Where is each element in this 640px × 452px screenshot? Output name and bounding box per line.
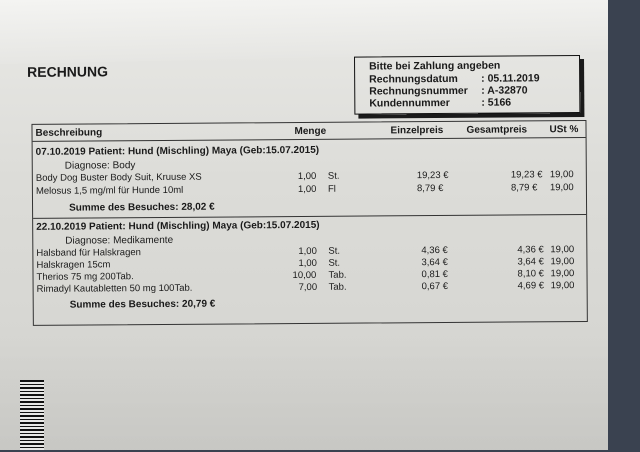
item-description: Halsband für Halskragen [36,247,141,259]
col-vat: USt % [549,124,579,136]
col-quantity: Menge [294,125,327,138]
invoice-number-label: Rechnungsnummer [369,84,468,98]
item-qty: 7,00 [298,281,318,294]
item-qty: 10,00 [292,269,317,282]
visit-sum: Summe des Besuches: 20,79 € [69,298,216,311]
barcode [20,380,44,450]
item-unit: St. [327,170,340,182]
item-unit: Tab. [328,269,347,281]
item-description: Therios 75 mg 200Tab. [36,271,134,283]
table-row [33,182,586,198]
item-unit-price: 3,64 € [421,256,448,269]
invoice-table [31,120,587,326]
payment-info-heading: Bitte bei Zahlung angeben [369,59,501,73]
item-description: Melosus 1,5 mg/ml für Hunde 10ml [35,184,184,197]
item-total: 4,69 € [517,280,545,292]
diagnosis: Diagnose: Medikamente [65,234,174,247]
item-unit: Tab. [328,281,347,293]
customer-number-row [369,97,511,110]
item-qty: 1,00 [297,183,317,196]
customer-number-label: Kundennummer [369,96,450,110]
item-qty: 1,00 [298,245,317,258]
item-total: 4,36 € [517,244,544,256]
item-total: 8,79 € [510,182,538,194]
patient-line: 22.10.2019 Patient: Hund (Mischling) Maya (Geb:15.07.2015) [36,219,320,233]
item-qty: 1,00 [297,170,317,183]
invoice-date-label: Rechnungsdatum [369,72,458,86]
col-description: Beschreibung [35,127,103,139]
item-unit-price: 0,67 € [421,280,449,293]
col-total-price: Gesamtpreis [466,124,528,136]
invoice-title: RECHNUNG [27,63,109,80]
item-unit: St. [328,245,341,257]
item-vat: 19,00 [550,256,575,268]
item-description: Halskragen 15cm [36,259,111,271]
invoice-date-value: : 05.11.2019 [481,72,540,85]
item-unit: Fl [327,183,336,195]
visit-sum: Summe des Besuches: 28,02 € [69,201,215,214]
item-unit-price: 4,36 € [421,244,448,257]
item-vat: 19,00 [550,244,575,256]
item-unit-price: 19,23 € [416,169,449,182]
item-total: 19,23 € [510,169,543,181]
item-unit-price: 0,81 € [421,268,448,281]
item-total: 8,10 € [517,268,544,280]
patient-line: 07.10.2019 Patient: Hund (Mischling) Maya (Geb:15.07.2015) [35,144,320,158]
col-unit-price: Einzelpreis [390,124,444,137]
item-description: Body Dog Buster Body Suit, Kruuse XS [35,171,202,184]
item-vat: 19,00 [549,182,574,194]
payment-info-box [354,55,580,115]
item-unit: St. [328,257,341,269]
item-qty: 1,00 [298,257,317,270]
item-vat: 19,00 [550,268,575,280]
diagnosis: Diagnose: Body [64,160,136,172]
invoice-number-value: : A-32870 [481,84,528,97]
item-description: Rimadyl Kautabletten 50 mg 100Tab. [36,282,193,295]
table-row [34,280,587,296]
item-unit-price: 8,79 € [416,182,444,195]
item-vat: 19,00 [550,280,575,292]
item-total: 3,64 € [517,256,544,268]
invoice-number-row [369,84,527,97]
visit-group [33,214,587,325]
visit-group [33,138,587,218]
item-vat: 19,00 [549,169,574,181]
customer-number-value: : 5166 [481,96,512,109]
